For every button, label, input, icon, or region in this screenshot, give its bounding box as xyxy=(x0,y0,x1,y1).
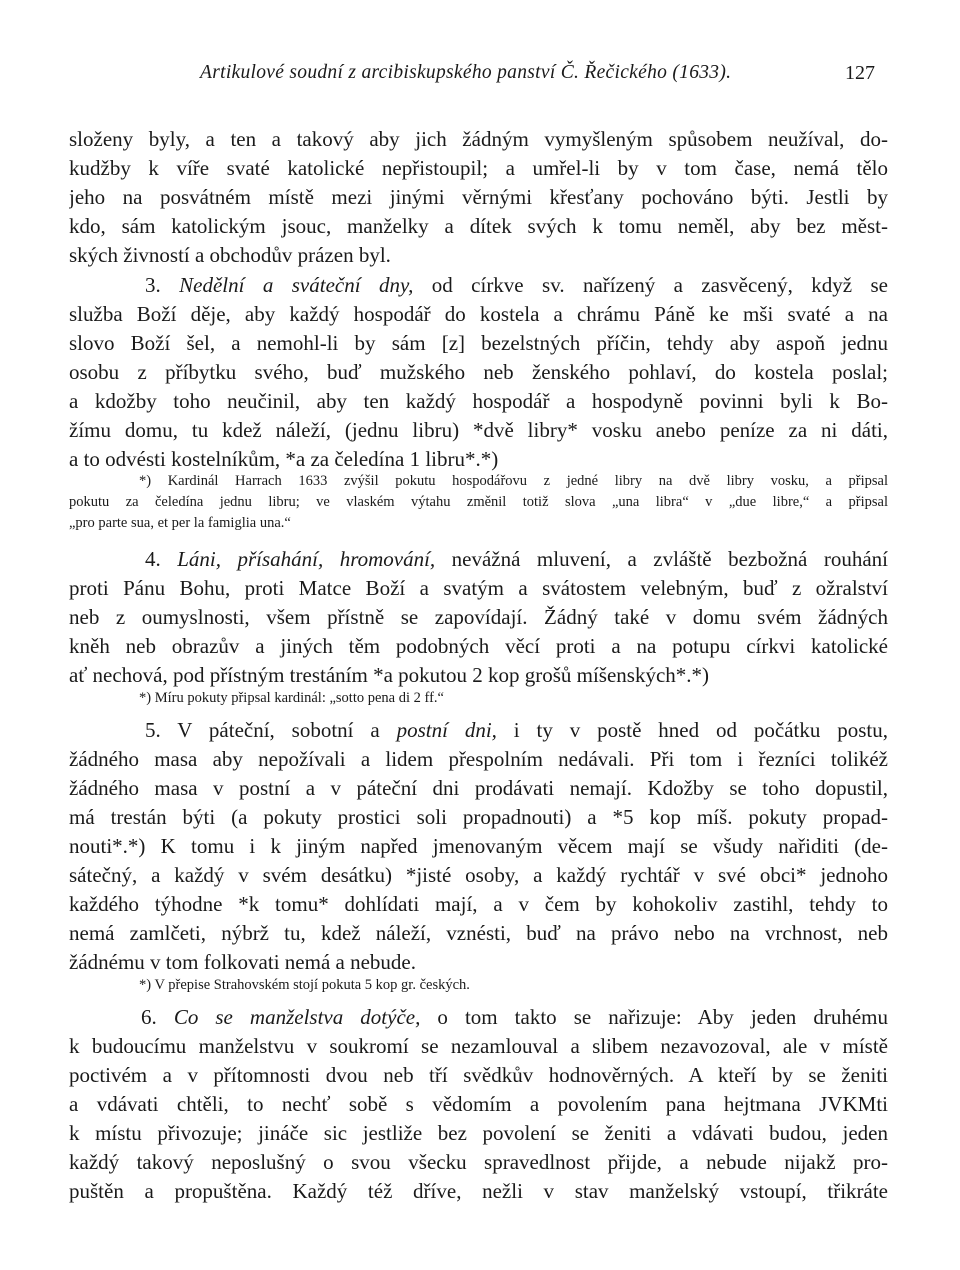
footnote-line: pokutu za čeledína jednu libru; ve vlaském výtahu změnil totiž slova „una libra“ v „due libre,“ a připsal xyxy=(69,494,888,510)
text-line: jeho na posvátném místě mezi jinými věrnými křesťany pochováno býti. Jestli by xyxy=(69,185,888,209)
footnote-line: *) Kardinál Harrach 1633 zvýšil pokutu hospodářovu z jedné libry na dvě libry vosku, a připsal xyxy=(139,473,888,489)
text-line: kdo, sám katolickým jsouc, manželky a dítek svých k tomu neměl, aby bez měst- xyxy=(69,214,888,238)
text-line: k budoucímu manželstvu v soukromí se nezamlouval a slibem nezavozoval, ale v místě xyxy=(69,1034,888,1058)
text-line: sátečný, a každý v svém desátku) *jisté osoby, a každý rychtář v své obci* jednoho xyxy=(69,863,888,887)
text-line: nouti*.*) K tomu i k jiným napřed jmenovaným věcem mají se všudy nařiditi (de- xyxy=(69,834,888,858)
article-heading-line: 3. Nedělní a sváteční dny, od církve sv. nařízený a zasvěcený, když se xyxy=(145,273,888,297)
text-line: ských živností a obchodův prázen byl. xyxy=(69,243,391,267)
footnote-line: *) V přepise Strahovském stojí pokuta 5 kop gr. českých. xyxy=(139,977,470,993)
text-line: slovo Boží šel, a nemohl-li by sám [z] bezelstných příčin, tehdy aby aspoň jednu xyxy=(69,331,888,355)
text-line: každého týhodne *k tomu* dohlídati mají, a v čem by kohokoliv zastihl, tehdy to xyxy=(69,892,888,916)
text-line: a vdávati chtěli, to nechť sobě s vědomím a povolením pana hejtmana JVKMti xyxy=(69,1092,888,1116)
page-number: 127 xyxy=(845,62,875,84)
text-line: ať nechová, pod přístným trestáním *a pokutou 2 kop grošů míšenských*.*) xyxy=(69,663,710,687)
text-line: žímu domu, tu kdež náleží, (jednu libru) *dvě libry* vosku anebo peníze za ni dáti, xyxy=(69,418,888,442)
running-title: Artikulové soudní z arcibiskupského panství Č. Řečického (1633). xyxy=(200,62,732,83)
article-heading-line: 4. Láni, přísahání, hromování, nevážná mluvení, a zvláště bezbožná rouhání xyxy=(145,547,888,571)
text-line: proti Pánu Bohu, proti Matce Boží a svatým a svátostem velebným, buď z ožralství xyxy=(69,576,888,600)
text-line: poctivém a v přítomnosti dvou neb tří svědkův hodnověrných. A kteří by se ženiti xyxy=(69,1063,888,1087)
text-line: každý takový neposlušný o svou všecku spravedlnost přijde, a nebude nijakž pro- xyxy=(69,1150,888,1174)
text-line: k místu přivozuje; jináče sic jestliže bez povolení se ženiti a vdávati budou, jeden xyxy=(69,1121,888,1145)
page-header xyxy=(0,62,960,92)
article-heading-line: 6. Co se manželstva dotýče, o tom takto se nařizuje: Aby jeden druhému xyxy=(141,1005,888,1029)
article-heading: Nedělní a sváteční dny, xyxy=(179,273,414,297)
text-line: žádnému v tom folkovati nemá a nebude. xyxy=(69,950,416,974)
text-line: žádného masa aby nepožívali a lidem přespolním nedávali. Při tom i řezníci tolikéž xyxy=(69,747,888,771)
article-heading: Láni, přísahání, hromování, xyxy=(177,547,436,571)
text-line: kněh neb obrazův a jiných těm podobných věcí proti a na potupu církvi katolické xyxy=(69,634,888,658)
footnote-line: „pro parte sua, et per la famiglia una.“ xyxy=(69,515,291,531)
text-line: má trestán býti (a pokuty prostici soli propadnouti) a *5 kop míš. pokuty propad- xyxy=(69,805,888,829)
text-line: neb z oumyslnosti, všem přístně se zapovídají. Žádný také v domu svém žádných xyxy=(69,605,888,629)
article-heading: postní dni, xyxy=(396,718,497,742)
footnote-line: *) Míru pokuty připsal kardinál: „sotto pena di 2 ff.“ xyxy=(139,690,444,706)
text-line: nemá zamlčeti, nýbrž tu, kdež náleží, vznésti, buď na právo nebo na vrchnost, neb xyxy=(69,921,888,945)
text-line: puštěn a propuštěna. Každý též dříve, nežli v stav manželský vstoupí, třikráte xyxy=(69,1179,888,1203)
text-line: žádného masa v postní a v páteční dni prodávati nemají. Kdožby se toho dopustil, xyxy=(69,776,888,800)
text-line: a kdožby toho neučinil, aby ten každý hospodář a hospodyně povinni byli k Bo- xyxy=(69,389,888,413)
text-line: a to odvésti kostelníkům, *a za čeledína 1 libru*.*) xyxy=(69,447,499,471)
text-line: osobu z příbytku svého, buď mužského neb ženského pohlaví, do kostela poslal; xyxy=(69,360,888,384)
text-line: složeny byly, a ten a takový aby jich žádným vymyšleným spůsobem neužíval, do- xyxy=(69,127,888,151)
article-heading: Co se manželstva dotýče, xyxy=(173,1005,421,1029)
article-heading-line: 5. V páteční, sobotní a postní dni, i ty v postě hned od počátku postu, xyxy=(145,718,888,742)
text-line: služba Boží děje, aby každý hospodář do kostela a chrámu Páně ke mši svaté a na xyxy=(69,302,888,326)
text-line: kudžby k víře svaté katolické nepřistoupil; a umřel-li by v tom čase, nemá tělo xyxy=(69,156,888,180)
